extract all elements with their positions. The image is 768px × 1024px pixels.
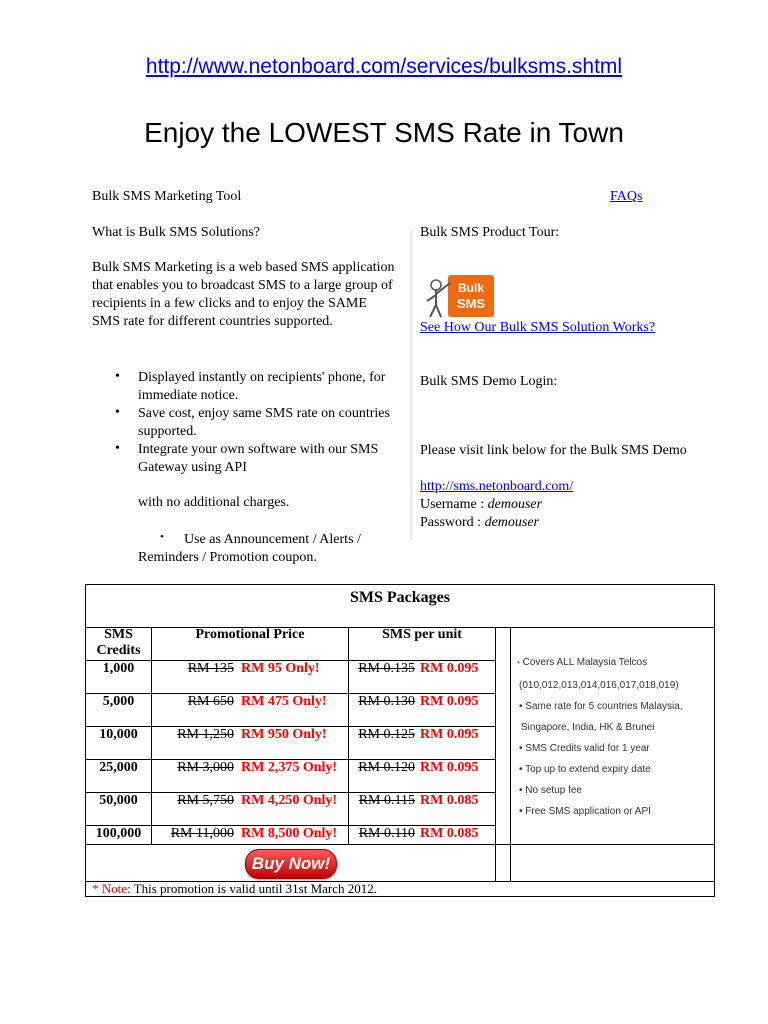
credits-cell: 50,000 — [99, 793, 138, 808]
password-value: demouser — [484, 515, 539, 530]
faqs-link[interactable] — [610, 188, 642, 206]
new-price-cell: RM 2,375 Only! — [241, 760, 338, 775]
see-how-link[interactable] — [420, 319, 655, 337]
bullet-icon: • — [115, 405, 120, 420]
logo-text-bulk: Bulk — [457, 281, 485, 295]
col-header-credits: SMS Credits — [96, 627, 141, 658]
bullet-icon: • — [160, 531, 164, 543]
bullet-icon: • — [115, 369, 120, 384]
old-unit-cell: RM 0.110 — [358, 826, 415, 841]
what-is-heading: What is Bulk SMS Solutions? — [92, 225, 261, 240]
bullet-item-extra: Use as Announcement / Alerts / Reminders / Promotion coupon. — [138, 532, 361, 565]
password-line — [420, 514, 539, 532]
col-header-promo: Promotional Price — [195, 627, 305, 642]
new-price-cell: RM 8,500 Only! — [241, 826, 338, 841]
feature-item: • SMS Credits valid for 1 year — [519, 743, 650, 754]
credits-cell: 100,000 — [95, 826, 142, 841]
bullet-icon: • — [115, 441, 120, 456]
column-divider — [410, 230, 413, 540]
buy-now-button[interactable]: Buy Now! — [245, 849, 337, 879]
feature-bullet-icon: • — [517, 658, 520, 667]
credits-cell: 25,000 — [99, 760, 138, 775]
no-charges-text: with no additional charges. — [138, 495, 290, 510]
feature-item: Singapore, India, HK & Brunei — [521, 722, 655, 733]
username-line — [420, 496, 542, 514]
bullet-item: Integrate your own software with our SMS Gateway using API — [138, 442, 379, 475]
promotion-note — [92, 881, 377, 897]
old-unit-cell: RM 0.130 — [358, 694, 415, 709]
visit-text: Please visit link below for the Bulk SMS Demo — [420, 443, 687, 458]
feature-item — [517, 657, 647, 668]
credits-cell: 5,000 — [102, 694, 135, 709]
page-url-link[interactable] — [0, 55, 768, 79]
feature-item: • Same rate for 5 countries Malaysia, — [519, 701, 683, 712]
old-price-cell: RM 5,750 — [177, 793, 234, 808]
logo-text-sms: SMS — [456, 296, 486, 311]
credits-cell: 10,000 — [99, 727, 138, 742]
feature-item: • No setup fee — [519, 785, 582, 796]
table-rule — [86, 844, 714, 845]
old-price-cell: RM 650 — [187, 694, 234, 709]
old-price-cell: RM 11,000 — [170, 826, 234, 841]
old-price-cell: RM 1,250 — [177, 727, 234, 742]
new-unit-cell: RM 0.085 — [420, 826, 479, 841]
packages-title: SMS Packages — [350, 589, 450, 606]
password-label: Password : — [420, 515, 485, 530]
new-price-cell: RM 95 Only! — [241, 661, 320, 676]
bulk-sms-logo-icon — [424, 273, 496, 319]
note-text: This promotion is valid until 31st March 2012. — [130, 881, 378, 896]
old-unit-cell: RM 0.125 — [358, 727, 415, 742]
old-unit-cell: RM 0.120 — [358, 760, 415, 775]
table-rule — [510, 627, 511, 881]
old-unit-cell: RM 0.115 — [358, 793, 415, 808]
username-label: Username : — [420, 497, 488, 512]
old-price-cell: RM 3,000 — [177, 760, 234, 775]
feature-item: • Top up to extend expiry date — [519, 764, 651, 775]
url-text[interactable]: http://www.netonboard.com/services/bulksms.shtml — [145, 55, 623, 78]
new-unit-cell: RM 0.085 — [420, 793, 479, 808]
bullet-item: Displayed instantly on recipients' phone, for immediate notice. — [138, 370, 386, 403]
new-unit-cell: RM 0.095 — [420, 661, 479, 676]
new-unit-cell: RM 0.095 — [420, 694, 479, 709]
product-tour-heading: Bulk SMS Product Tour: — [420, 225, 560, 240]
feature-item: (010,012,013,014,016,017,018,019) — [519, 680, 679, 691]
new-unit-cell: RM 0.095 — [420, 727, 479, 742]
new-price-cell: RM 4,250 Only! — [241, 793, 338, 808]
username-value: demouser — [487, 497, 543, 512]
old-unit-cell: RM 0.135 — [358, 661, 415, 676]
new-price-cell: RM 950 Only! — [241, 727, 327, 742]
page-headline: Enjoy the LOWEST SMS Rate in Town — [144, 117, 624, 148]
table-rule — [495, 627, 496, 881]
old-price-cell: RM 135 — [187, 661, 234, 676]
faqs-link-text[interactable]: FAQs — [610, 189, 643, 204]
col-header-unit: SMS per unit — [382, 627, 462, 642]
demo-link[interactable] — [420, 478, 573, 496]
credits-cell: 1,000 — [102, 661, 135, 676]
see-how-link-text[interactable]: See How Our Bulk SMS Solution Works? — [420, 320, 656, 335]
feature-text: Covers ALL Malaysia Telcos — [522, 657, 648, 668]
new-unit-cell: RM 0.095 — [420, 760, 479, 775]
bulk-sms-logo[interactable] — [424, 273, 496, 319]
feature-item: • Free SMS application or API — [519, 806, 651, 817]
new-price-cell: RM 475 Only! — [241, 694, 327, 709]
demo-link-text[interactable]: http://sms.netonboard.com/ — [420, 479, 574, 494]
bullet-item: Save cost, enjoy same SMS rate on countries supported. — [138, 406, 390, 439]
note-label: * Note: — [92, 881, 131, 896]
demo-login-heading: Bulk SMS Demo Login: — [420, 374, 558, 389]
sms-packages-table — [85, 584, 715, 897]
tool-title: Bulk SMS Marketing Tool — [92, 189, 242, 204]
description-paragraph: Bulk SMS Marketing is a web based SMS application that enables you to broadcast SMS to a large group of recipients in a few clicks and to enjoy the SAME SMS rate for different countries supported. — [92, 260, 395, 329]
